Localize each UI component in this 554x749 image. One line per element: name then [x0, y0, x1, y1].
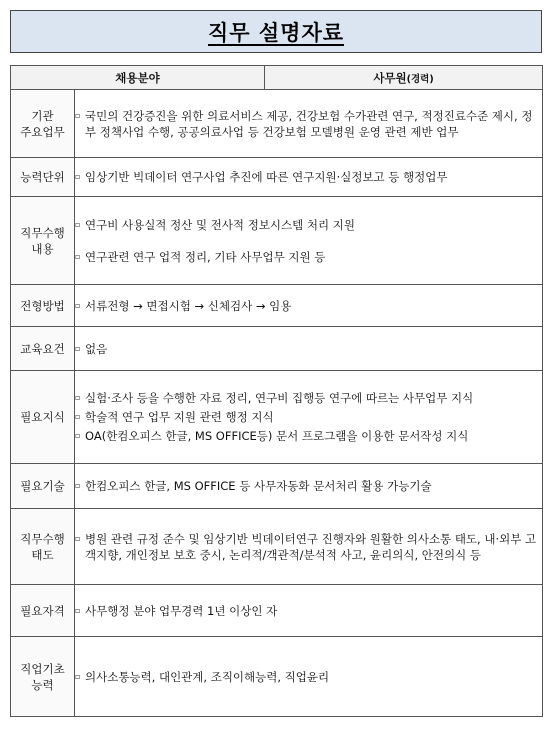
bullet-icon: ▫	[75, 219, 81, 229]
row-label	[11, 637, 75, 717]
bullet-icon: ▫	[75, 110, 81, 120]
header-row	[11, 66, 543, 90]
table-row	[11, 509, 543, 585]
row-label-line: 태도	[31, 547, 54, 562]
bullet-icon: ▫	[75, 431, 81, 440]
position-title: 사무원	[373, 70, 407, 85]
row-label-line: 전형방법	[20, 298, 65, 313]
bullet-icon: ▫	[75, 671, 81, 681]
row-content	[75, 637, 543, 717]
row-label	[11, 371, 75, 464]
row-label-line: 직업기초	[20, 661, 65, 676]
row-label-line: 필요기술	[20, 479, 65, 493]
list-item: ▫ 병원 관련 규정 준수 및 임상기반 빅데이터연구 진행자와 원활한 의사소통 태도, 내·외부 고객지향, 개인정보 보호 중시, 논리적/객관적/분석적 사고, 윤리의식, 안전의식 등	[75, 531, 537, 562]
table-row	[11, 327, 543, 371]
bullet-icon: ▫	[75, 605, 81, 615]
row-label-line: 교육요건	[20, 341, 65, 356]
bullet-icon: ▫	[75, 481, 81, 490]
table-row	[11, 637, 543, 717]
list-item: ▫ 연구비 사용실적 정산 및 전사적 정보시스템 처리 지원	[75, 217, 355, 232]
list-item: ▫ 국민의 건강증진을 위한 의료서비스 제공, 건강보험 수가관련 연구, 적정진료수준 제시, 정부 정책사업 수행, 공공의료사업 등 건강보험 모델병원 운영 관련 제반 업무	[75, 108, 533, 139]
list-item: ▫ 서류전형 → 면접시험 → 신체검사 → 임용	[75, 298, 292, 313]
position-subtitle: (경력)	[406, 73, 434, 85]
row-label-line: 능력	[31, 677, 54, 692]
row-content	[75, 327, 543, 371]
list-item: ▫ 연구관련 연구 업적 정리, 기타 사무업무 지원 등	[75, 249, 326, 264]
row-label-line: 능력단위	[20, 170, 65, 184]
list-item: ▫ 없음	[75, 341, 108, 356]
row-content	[75, 158, 543, 197]
bullet-icon: ▫	[75, 251, 81, 261]
table-row	[11, 585, 543, 637]
row-content	[75, 509, 543, 585]
bullet-icon: ▫	[75, 343, 81, 353]
table-row	[11, 197, 543, 285]
position-cell	[265, 66, 543, 90]
row-content	[75, 464, 543, 509]
table-row	[11, 90, 543, 158]
row-label	[11, 585, 75, 637]
row-content	[75, 371, 543, 464]
row-label	[11, 464, 75, 509]
row-content	[75, 285, 543, 327]
row-label-line: 직무수행	[20, 531, 65, 546]
row-content	[75, 585, 543, 637]
row-label-line: 필요지식	[20, 410, 65, 424]
bullet-icon: ▫	[75, 172, 81, 181]
job-description-table	[10, 65, 543, 717]
page-title: 직무 설명자료	[207, 20, 345, 45]
bullet-icon: ▫	[75, 300, 81, 310]
list-item: ▫ 학술적 연구 업무 지원 관련 행정 지식	[75, 410, 274, 424]
row-content	[75, 197, 543, 285]
row-label	[11, 197, 75, 285]
row-label	[11, 285, 75, 327]
bullet-icon: ▫	[75, 533, 81, 543]
list-item: ▫ 한컴오피스 한글, MS OFFICE 등 사무자동화 문서처리 활용 가능기술	[75, 479, 432, 493]
list-item: ▫ OA(한컴오피스 한글, MS OFFICE등) 문서 프로그램을 이용한 문서작성 지식	[75, 429, 469, 443]
field-label-cell	[11, 66, 265, 90]
title-banner	[10, 10, 542, 53]
bullet-icon: ▫	[75, 412, 81, 421]
row-content	[75, 90, 543, 158]
list-item: ▫ 실험·조사 등을 수행한 자료 정리, 연구비 집행등 연구에 따르는 사무업무 지식	[75, 391, 474, 405]
list-item: ▫ 임상기반 빅데이터 연구사업 추진에 따른 연구지원·실정보고 등 행정업무	[75, 170, 448, 184]
table-row	[11, 285, 543, 327]
list-item: ▫ 의사소통능력, 대인관계, 조직이해능력, 직업윤리	[75, 669, 330, 684]
table-row	[11, 158, 543, 197]
row-label	[11, 327, 75, 371]
bullet-icon: ▫	[75, 393, 81, 402]
row-label-line: 주요업무	[20, 124, 65, 139]
row-label-line: 내용	[31, 241, 54, 256]
row-label-line: 직무수행	[20, 225, 65, 240]
row-label	[11, 509, 75, 585]
table-row	[11, 464, 543, 509]
row-label-line: 필요자격	[20, 603, 65, 618]
list-item: ▫ 사무행정 분야 업무경력 1년 이상인 자	[75, 603, 278, 618]
table-row	[11, 371, 543, 464]
row-label	[11, 158, 75, 197]
row-label-line: 기관	[31, 108, 54, 123]
row-label	[11, 90, 75, 158]
field-label: 채용분야	[115, 70, 160, 85]
